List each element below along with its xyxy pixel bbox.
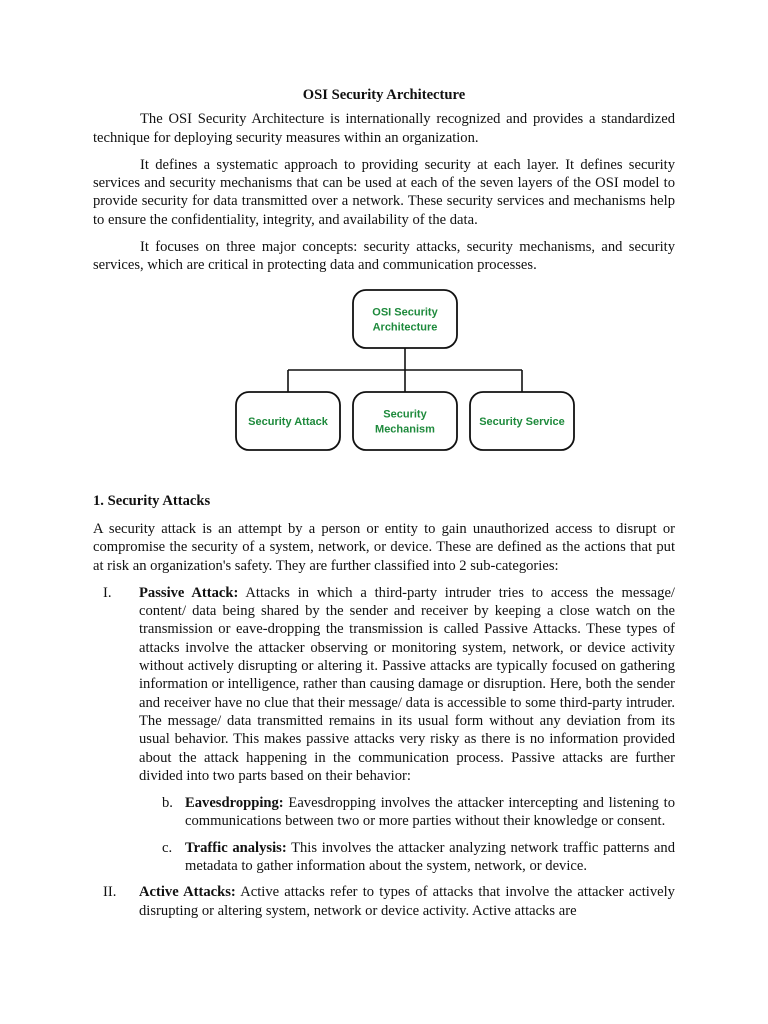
architecture-diagram-svg bbox=[93, 284, 675, 482]
box-security-attack-label-line-1: Security Attack bbox=[248, 415, 328, 428]
list-item-passive-attack bbox=[93, 584, 675, 875]
list-number: I. bbox=[103, 584, 112, 601]
document-title: OSI Security Architecture bbox=[302, 87, 466, 103]
box-security-mechanism-label-line-1: Security bbox=[383, 408, 427, 421]
intro-paragraph-3: It focuses on three major concepts: security attacks, security mechanisms, and security services, which are critical in protecting data and communication processes. bbox=[93, 239, 675, 274]
sub-item-eavesdropping bbox=[139, 794, 675, 831]
intro-paragraph-2: It defines a systematic approach to providing security at each layer. It defines security services and security mechanisms that can be used at each of the seven layers of the OSI model to provide security for data transmitted over a network. These security services and mechanisms help to ensure the confidentiality, integrity, and availability of the data. bbox=[93, 156, 675, 228]
eavesdropping-text: Eavesdropping involves the attacker intercepting and listening to communications between two or more parties without their knowledge or consent. bbox=[185, 795, 675, 830]
list-number: II. bbox=[103, 884, 117, 901]
term-active-attacks: Active Attacks: bbox=[139, 884, 236, 901]
box-osi-security-architecture-label-line-2: Architecture bbox=[372, 321, 438, 334]
intro-paragraph-1: The OSI Security Architecture is internationally recognized and provides a standardized technique for deploying security measures within an organization. bbox=[93, 111, 675, 146]
term-passive-attack: Passive Attack: bbox=[139, 584, 239, 601]
sub-item-traffic-analysis bbox=[139, 839, 675, 876]
passive-attack-text: Attacks in which a third-party intruder tries to access the message/ content/ data being shared by the sender and receiver by keeping a close watch on the transmission or eave-dropping the transmission is called Passive Attacks. These types of attacks involve the attacker observing or monitoring system, network, or device activity without actively disrupting or altering it. Passive attacks are typically focused on gathering information or intelligence, rather than causing damage or disruption. Here, both the sender and receiver have no clue that their message/ data is accessible to some third-party intruder. The message/ data transmitted remains in its usual form without any deviation from its usual behavior. This makes passive attacks very risky as there is no information provided about the attack happening in the communication process. Passive attacks are further divided into two parts based on their behavior: bbox=[139, 584, 675, 784]
document-content bbox=[93, 86, 675, 929]
term-traffic-analysis: Traffic analysis: bbox=[185, 839, 287, 856]
box-security-mechanism-frame bbox=[353, 392, 457, 450]
sub-item-number: b. bbox=[162, 795, 173, 812]
term-eavesdropping: Eavesdropping: bbox=[185, 795, 284, 812]
sub-item-number: c. bbox=[162, 839, 173, 856]
box-security-attack bbox=[236, 392, 340, 450]
box-osi-security-architecture-frame bbox=[353, 290, 457, 348]
box-osi-security-architecture-label-line-1: OSI Security bbox=[372, 306, 438, 319]
section-heading-security-attacks: 1. Security Attacks bbox=[93, 492, 211, 509]
active-attacks-text: Active attacks refer to types of attacks that involve the attacker actively disrupting or altering system, network or device activity. Active attacks are bbox=[139, 884, 675, 919]
architecture-diagram bbox=[93, 284, 675, 482]
box-osi-security-architecture bbox=[353, 290, 457, 348]
list-item-active-attacks bbox=[93, 883, 675, 920]
box-security-service bbox=[470, 392, 574, 450]
box-security-mechanism-label-line-2: Mechanism bbox=[375, 423, 435, 436]
box-security-mechanism bbox=[353, 392, 457, 450]
traffic-analysis-text: This involves the attacker analyzing network traffic patterns and metadata to gather information about the system, network, or device. bbox=[185, 839, 675, 875]
section-intro: A security attack is an attempt by a person or entity to gain unauthorized access to disrupt or compromise the security of a system, network, or device. These are defined as the actions that put at risk an organization's safety. They are further classified into 2 sub-categories: bbox=[93, 520, 675, 574]
box-security-service-label-line-1: Security Service bbox=[479, 415, 565, 428]
